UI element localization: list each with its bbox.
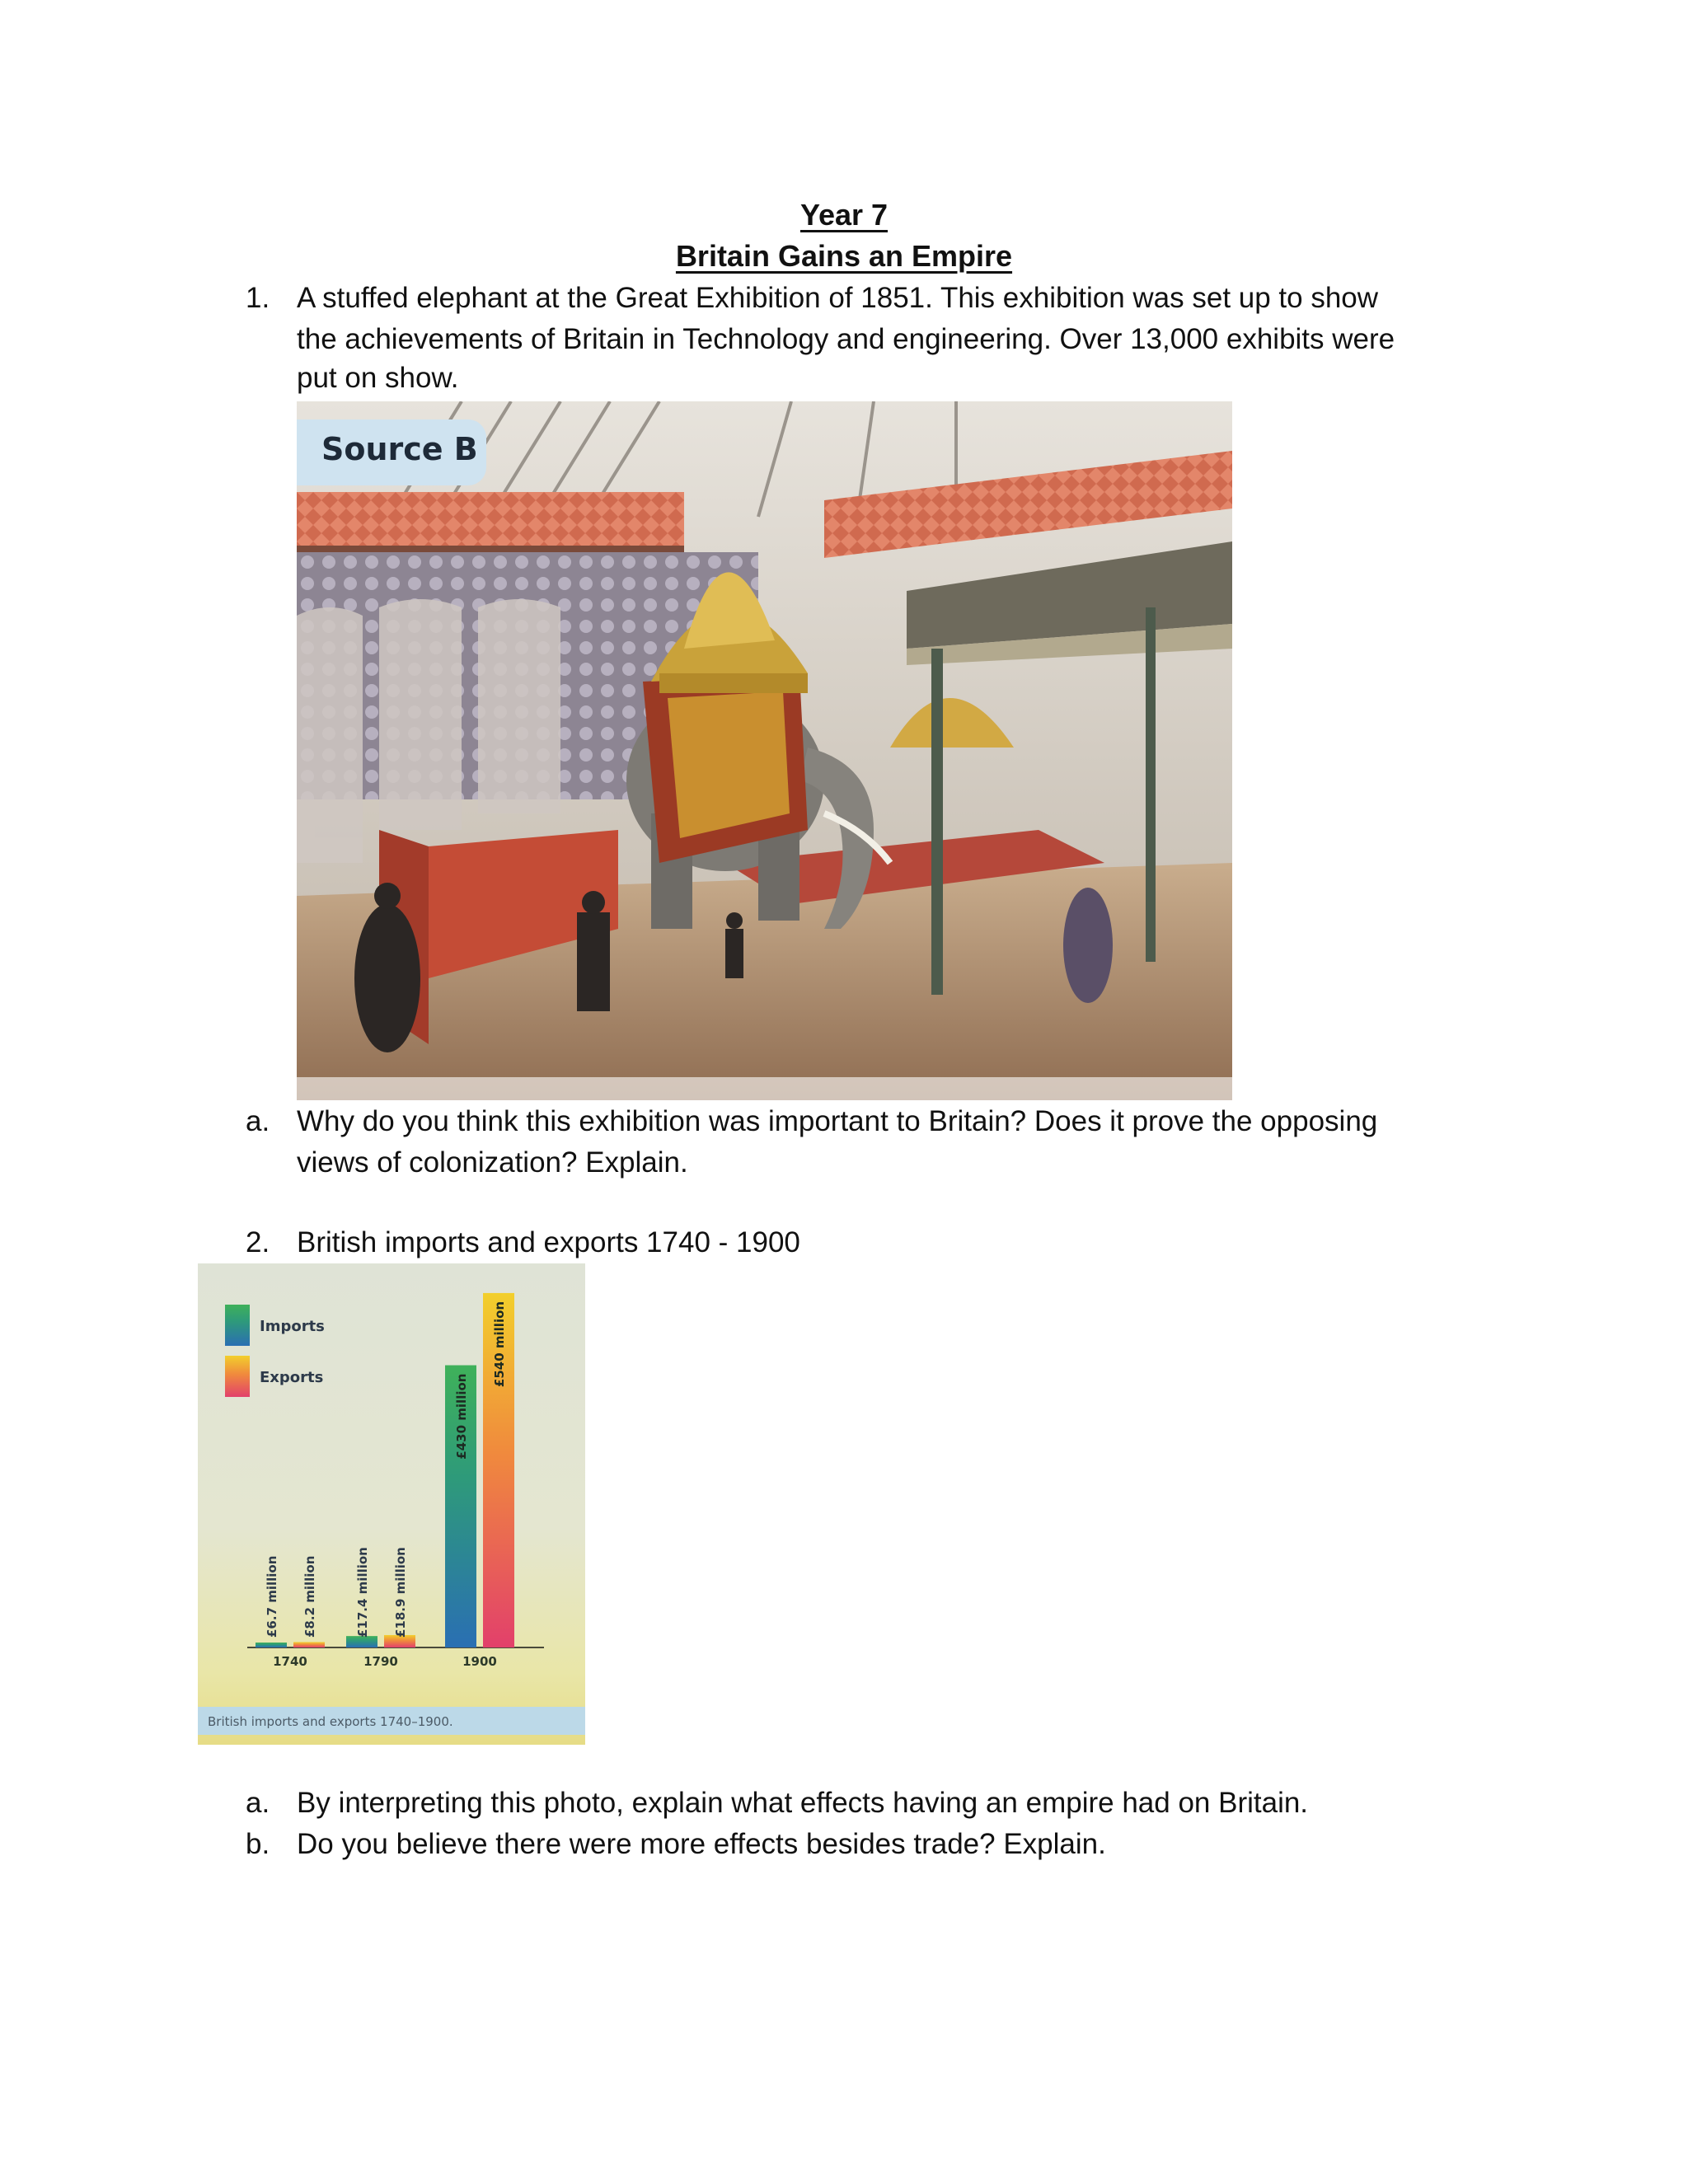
bar-label-exports-1790: £18.9 million [393,1547,408,1638]
question-2b-marker: b. [246,1828,270,1860]
legend-imports-swatch [225,1305,250,1346]
question-2b-text: Do you believe there were more effects besides trade? Explain. [297,1828,1106,1860]
question-2a-marker: a. [246,1787,270,1819]
question-2a-text: By interpreting this photo, explain what effects having an empire had on Britain. [297,1787,1309,1819]
question-1-line-3: put on show. [297,362,459,394]
bar-label-exports-1900: £540 million [492,1301,507,1388]
bar-label-imports-1740: £6.7 million [265,1555,279,1638]
x-tick-1900: 1900 [462,1654,497,1669]
question-1a-line-2: views of colonization? Explain. [297,1146,688,1179]
imports-exports-chart [198,1263,585,1745]
bar-label-imports-1790: £17.4 million [355,1547,370,1638]
source-label: Source B [321,431,478,467]
question-1a-line-1: Why do you think this exhibition was important to Britain? Does it prove the opposing [297,1105,1378,1137]
imports-exports-chart-image [198,1263,585,1745]
question-2-number: 2. [246,1226,270,1258]
bar-label-imports-1900: £430 million [454,1373,469,1460]
great-exhibition-elephant-image [297,401,1232,1100]
year-heading: Year 7 [799,198,889,232]
x-tick-1790: 1790 [363,1654,398,1669]
exhibition-illustration [297,401,1232,1100]
legend-exports-label: Exports [260,1369,324,1386]
worksheet-title: Britain Gains an Empire [675,239,1013,273]
question-1-line-1: A stuffed elephant at the Great Exhibition of 1851. This exhibition was set up to show [297,282,1379,314]
question-1-number: 1. [246,282,270,314]
question-1-line-2: the achievements of Britain in Technology and engineering. Over 13,000 exhibits were [297,323,1395,355]
bar-label-exports-1740: £8.2 million [302,1555,317,1638]
bar-imports-1740 [256,1643,287,1647]
x-tick-1740: 1740 [273,1654,307,1669]
legend-exports-swatch [225,1356,250,1397]
question-1a-marker: a. [246,1105,270,1137]
bar-exports-1740 [293,1642,325,1647]
chart-caption: British imports and exports 1740–1900. [208,1714,453,1729]
legend-imports-label: Imports [260,1318,325,1335]
question-2-text: British imports and exports 1740 - 1900 [297,1226,800,1258]
